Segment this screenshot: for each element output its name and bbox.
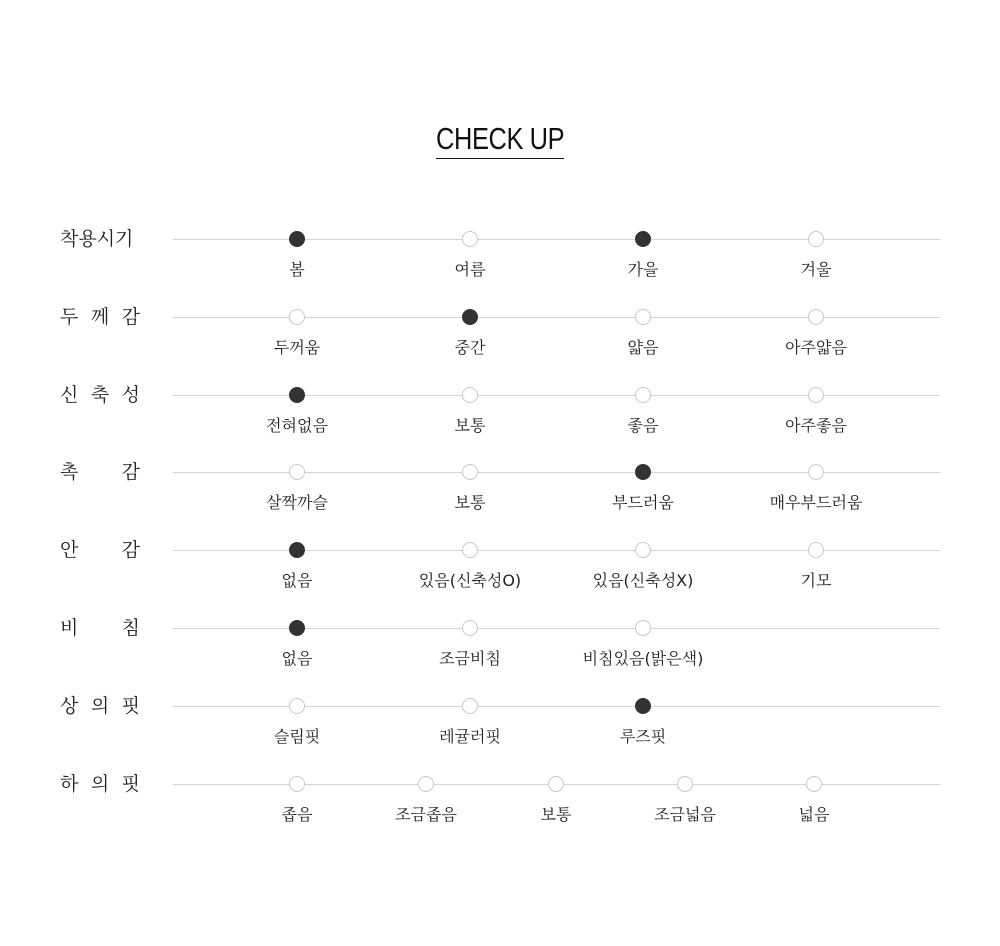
checkup-row xyxy=(0,228,1000,299)
option-dot-unchecked xyxy=(462,542,478,558)
option-label: 조금좁음 xyxy=(395,805,457,824)
row-label-char: 두 xyxy=(60,306,79,328)
option-dot-unchecked xyxy=(289,309,305,325)
option-dot-unchecked xyxy=(806,776,822,792)
option-label: 아주얇음 xyxy=(785,338,847,357)
checkup-row xyxy=(0,306,1000,377)
page-title: CHECK UP xyxy=(436,120,564,159)
row-label-char: 침 xyxy=(121,617,140,639)
checkup-row xyxy=(0,773,1000,844)
checkup-row xyxy=(0,695,1000,766)
row-label xyxy=(60,694,140,718)
option-dot-unchecked xyxy=(808,464,824,480)
option-label: 넓음 xyxy=(798,805,830,824)
option-dot-unchecked xyxy=(635,387,651,403)
option-dot-checked xyxy=(635,231,651,247)
option-dot-unchecked xyxy=(548,776,564,792)
option-dot-unchecked xyxy=(462,387,478,403)
row-label-char: 핏 xyxy=(121,773,140,795)
option-label: 얇음 xyxy=(627,338,659,357)
option-dot-checked xyxy=(289,231,305,247)
option-label: 전혀없음 xyxy=(266,416,328,435)
option-label: 아주좋음 xyxy=(785,416,847,435)
option-label: 조금비침 xyxy=(439,649,501,668)
row-label-char: 축 xyxy=(90,384,110,406)
option-label: 여름 xyxy=(454,260,486,279)
option-dot-unchecked xyxy=(677,776,693,792)
option-dot-unchecked xyxy=(808,309,824,325)
row-label xyxy=(60,538,140,562)
option-label: 비침있음(밝은색) xyxy=(582,649,704,668)
row-label xyxy=(60,772,140,796)
row-label-char: 상 xyxy=(60,695,79,717)
option-label: 슬림핏 xyxy=(273,727,321,746)
row-label-char: 촉 xyxy=(60,461,79,483)
option-dot-unchecked xyxy=(808,231,824,247)
option-dot-unchecked xyxy=(289,776,305,792)
checkup-row xyxy=(0,539,1000,610)
row-label-char: 감 xyxy=(121,306,140,328)
option-label: 살짝까슬 xyxy=(266,493,328,512)
option-dot-unchecked xyxy=(808,542,824,558)
option-label: 보통 xyxy=(454,493,486,512)
option-dot-checked xyxy=(289,620,305,636)
row-label-char: 안 xyxy=(60,539,79,561)
option-label: 기모 xyxy=(800,571,832,590)
option-dot-checked xyxy=(635,698,651,714)
option-label: 보통 xyxy=(454,416,486,435)
row-label-char: 신 xyxy=(60,384,79,406)
row-label-char: 의 xyxy=(90,773,110,795)
row-label-char: 감 xyxy=(121,539,140,561)
option-label: 좋음 xyxy=(627,416,659,435)
option-dot-unchecked xyxy=(289,464,305,480)
option-dot-unchecked xyxy=(808,387,824,403)
option-label: 중간 xyxy=(454,338,486,357)
option-dot-checked xyxy=(289,542,305,558)
row-label-char: 의 xyxy=(90,695,110,717)
option-dot-unchecked xyxy=(462,464,478,480)
row-label-char: 성 xyxy=(121,384,140,406)
row-label-char: 께 xyxy=(90,306,110,328)
option-label: 부드러움 xyxy=(612,493,674,512)
row-label-char: 하 xyxy=(60,773,79,795)
option-label: 보통 xyxy=(540,805,572,824)
option-dot-unchecked xyxy=(418,776,434,792)
option-dot-unchecked xyxy=(462,698,478,714)
row-label xyxy=(60,460,140,484)
row-label xyxy=(60,616,140,640)
option-dot-unchecked xyxy=(635,542,651,558)
option-dot-checked xyxy=(462,309,478,325)
option-dot-unchecked xyxy=(635,620,651,636)
option-label: 겨울 xyxy=(800,260,832,279)
option-label: 좁음 xyxy=(281,805,313,824)
row-label xyxy=(60,227,140,251)
option-dot-unchecked xyxy=(462,231,478,247)
option-label: 매우부드러움 xyxy=(769,493,863,512)
checkup-row xyxy=(0,461,1000,532)
option-label: 루즈핏 xyxy=(619,727,667,746)
option-label: 있음(신축성O) xyxy=(418,571,522,590)
checkup-row xyxy=(0,384,1000,455)
row-label-char: 착용시기 xyxy=(60,228,134,250)
row-label xyxy=(60,305,140,329)
option-label: 레귤러핏 xyxy=(439,727,501,746)
option-dot-unchecked xyxy=(289,698,305,714)
option-label: 있음(신축성X) xyxy=(592,571,694,590)
option-dot-unchecked xyxy=(635,309,651,325)
row-label xyxy=(60,383,140,407)
option-label: 없음 xyxy=(281,649,313,668)
option-label: 두꺼움 xyxy=(273,338,321,357)
row-label-char: 비 xyxy=(60,617,79,639)
option-label: 조금넓음 xyxy=(654,805,716,824)
option-dot-checked xyxy=(635,464,651,480)
option-label: 가을 xyxy=(627,260,659,279)
checkup-row xyxy=(0,617,1000,688)
option-label: 봄 xyxy=(289,260,305,279)
option-dot-checked xyxy=(289,387,305,403)
option-label: 없음 xyxy=(281,571,313,590)
row-label-char: 핏 xyxy=(121,695,140,717)
option-dot-unchecked xyxy=(462,620,478,636)
row-label-char: 감 xyxy=(121,461,140,483)
